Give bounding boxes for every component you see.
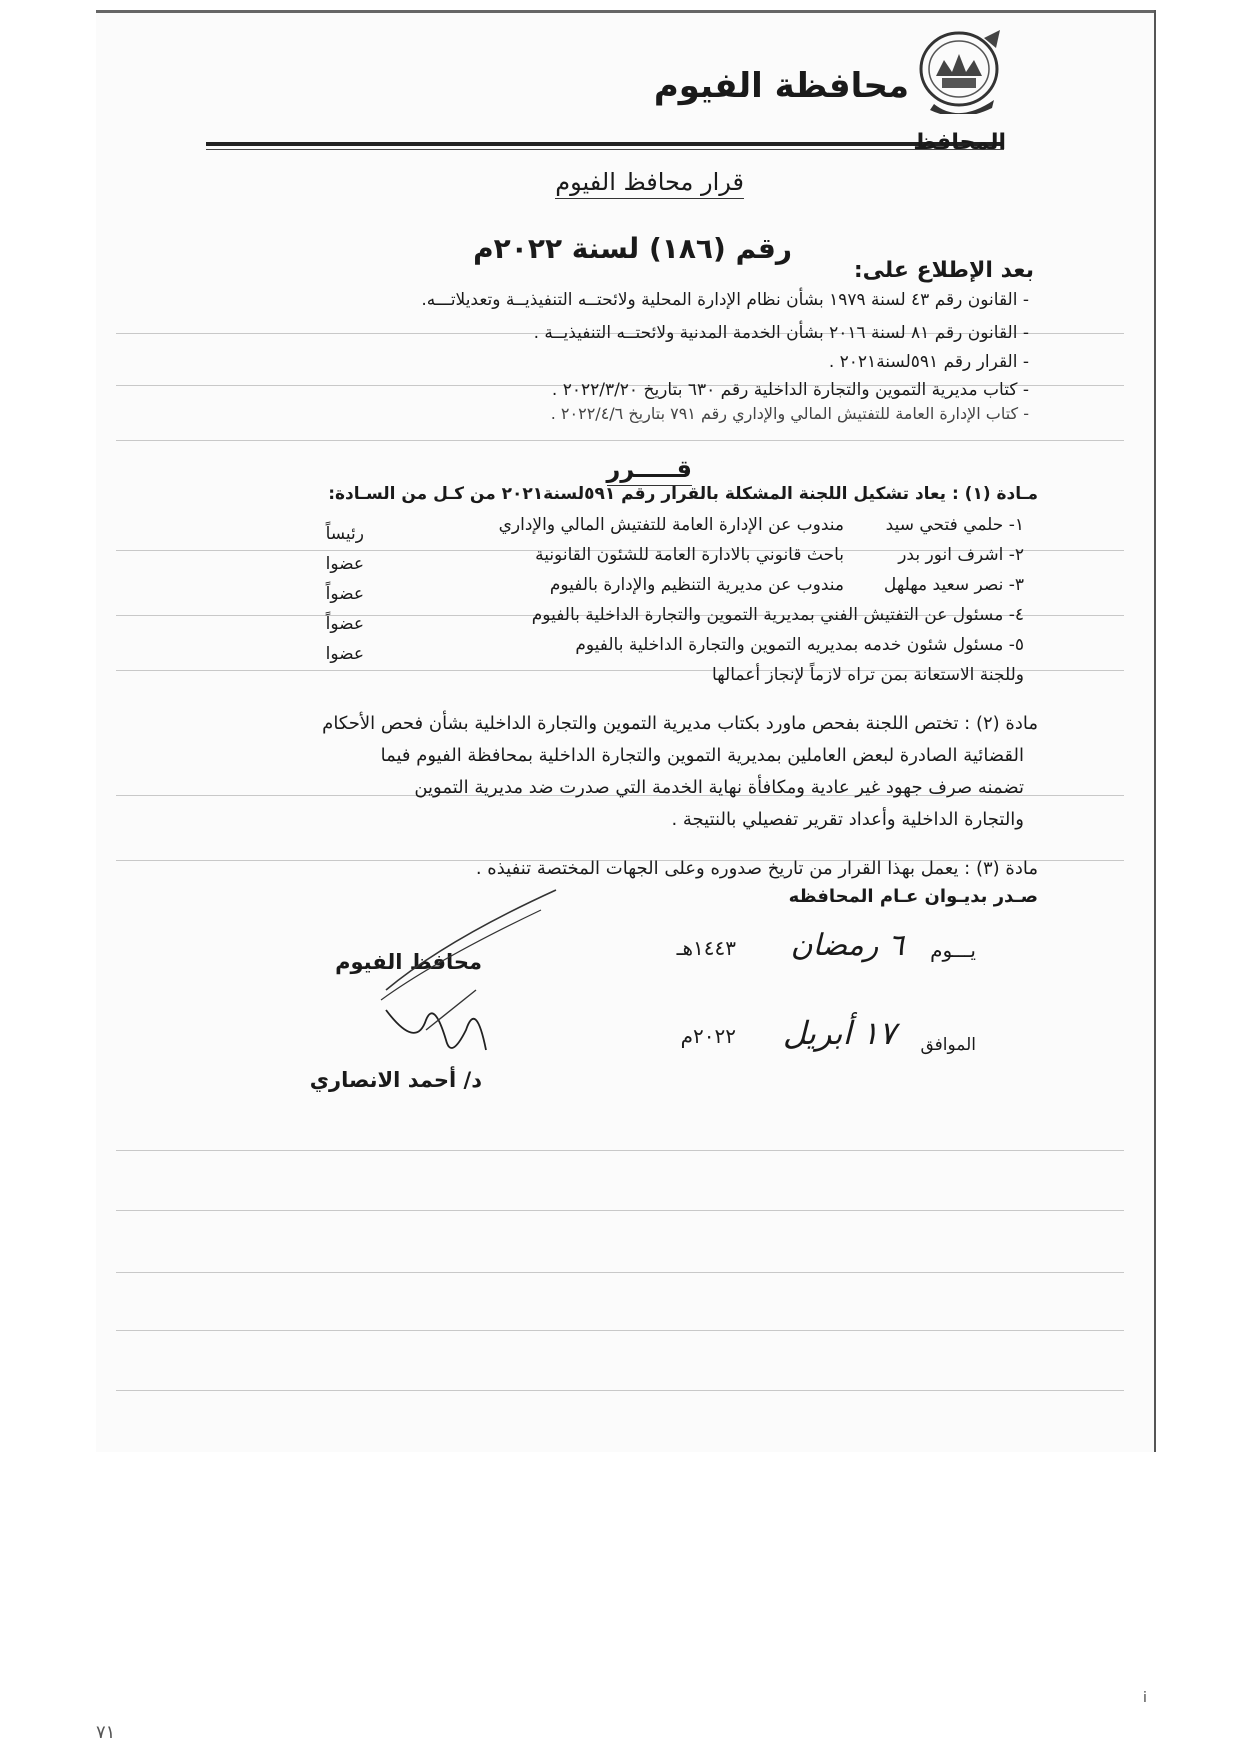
hijri-day-label: يـــوم [930, 938, 976, 962]
article-2-line: مادة (٢) : تختص اللجنة بفحص ماورد بكتاب مديرية التموين والتجارة الداخلية بشأن فحص الأحكام [322, 713, 1038, 734]
scanned-page [96, 10, 1156, 1452]
header-rule-thin [206, 149, 1004, 150]
member-role: مندوب عن الإدارة العامة للتفتيش المالي والإداري [498, 515, 844, 535]
gregorian-date-handwritten: ١٧ أبريل [782, 1014, 896, 1052]
gregorian-year: ٢٠٢٢م [680, 1024, 736, 1048]
signatory-title: محافظ الفيوم [335, 950, 482, 974]
hijri-year: ١٤٤٣هـ [676, 936, 736, 960]
scan-mark: i [1143, 1690, 1147, 1706]
issued-at: صـدر بديـوان عـام المحافظه [788, 886, 1038, 907]
member-name: ٣- نصر سعيد مهلهل [883, 575, 1024, 595]
member-position: عضواً [325, 584, 364, 604]
article-2-line: القضائية الصادرة لبعض العاملين بمديرية التموين والتجارة الداخلية بمحافظة الفيوم فيما [380, 745, 1024, 766]
member-position: عضوا [325, 644, 364, 664]
preamble-item: - القرار رقم ٥٩١لسنة٢٠٢١ . [828, 352, 1029, 372]
preamble-item: - كتاب الإدارة العامة للتفتيش المالي والإداري رقم ٧٩١ بتاريخ ٢٠٢٢/٤/٦ . [550, 404, 1029, 423]
preamble-item: - القانون رقم ٨١ لسنة ٢٠١٦ بشأن الخدمة المدنية ولائحتــه التنفيذيــة . [533, 323, 1029, 343]
member-position: عضوا [325, 554, 364, 574]
member-role: باحث قانوني بالادارة العامة للشئون القانونية [535, 545, 844, 565]
member-name: ٢- اشرف انور بدر [898, 545, 1024, 565]
article-3-text: مادة (٣) : يعمل بهذا القرار من تاريخ صدوره وعلى الجهات المختصة تنفيذه . [475, 858, 1038, 879]
gregorian-label: الموافق [920, 1035, 976, 1055]
preamble-item: - كتاب مديرية التموين والتجارة الداخلية رقم ٦٣٠ بتاريخ ٢٠٢٢/٣/٢٠ . [551, 380, 1029, 400]
governorate-name: محافظة الفيوم [653, 66, 909, 106]
signature-icon [326, 880, 566, 1080]
page-number: ٧١ [96, 1722, 116, 1743]
article-2-line: والتجارة الداخلية وأعداد تقرير تفصيلي بالنتيجة . [671, 809, 1024, 830]
member-name: ٤- مسئول عن التفتيش الفني بمديرية التموين والتجارة الداخلية بالفيوم [531, 605, 1024, 625]
member-name: ٥- مسئول شئون خدمه بمديريه التموين والتجارة الداخلية بالفيوم [575, 635, 1024, 655]
article-1-closing: وللجنة الاستعانة بمن تراه لازماً لإنجاز أعمالها [712, 665, 1024, 685]
member-name: ١- حلمي فتحي سيد [885, 515, 1024, 535]
signatory-name: د/ أحمد الانصاري [309, 1068, 482, 1092]
member-role: مندوب عن مديرية التنظيم والإدارة بالفيوم [549, 575, 844, 595]
hijri-date-handwritten: ٦ رمضان [790, 928, 904, 963]
member-position: رئيساً [325, 524, 364, 544]
article-1-text: مـادة (١) : يعاد تشكيل اللجنة المشكلة بالقرار رقم ٥٩١لسنة٢٠٢١ من كـل من السـادة: [328, 484, 1038, 504]
preamble-item: - القانون رقم ٤٣ لسنة ١٩٧٩ بشأن نظام الإدارة المحلية ولائحتــه التنفيذيــة وتعديلاتـــه. [421, 290, 1029, 310]
decree-document [96, 10, 1154, 1452]
member-position: عضواً [325, 614, 364, 634]
header-rule [206, 142, 1004, 146]
decree-number: رقم (١٨٦) لسنة ٢٠٢٢م [473, 232, 792, 265]
article-2-line: تضمنه صرف جهود غير عادية ومكافأة نهاية الخدمة التي صدرت ضد مديرية التموين [414, 777, 1024, 798]
decree-title: قرار محافظ الفيوم [555, 168, 744, 199]
decision-heading: قـــــرر [607, 455, 692, 486]
governor-title: المحافظ [913, 130, 1006, 155]
preamble-heading: بعد الإطلاع على: [853, 258, 1034, 283]
